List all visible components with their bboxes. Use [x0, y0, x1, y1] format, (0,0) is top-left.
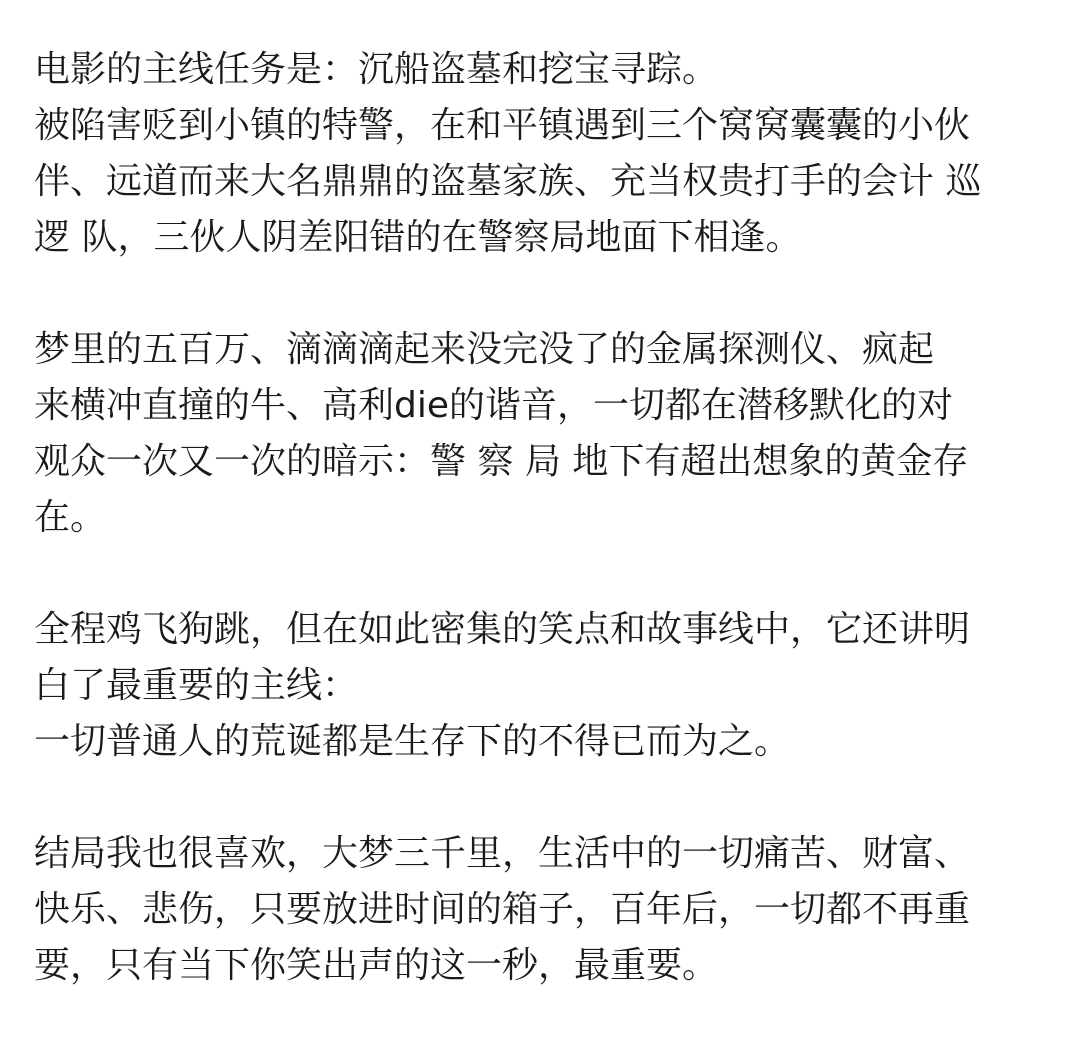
article-body — [34, 42, 1054, 994]
text-line: 快乐、悲伤，只要放进时间的箱子，百年后，一切都不再重 — [34, 889, 971, 930]
text-line: 全程鸡飞狗跳，但在如此密集的笑点和故事线中，它还讲明 — [34, 609, 971, 650]
text-line: 伴、远道而来大名鼎鼎的盗墓家族、充当权贵打手的会计 巡 — [34, 161, 982, 202]
text-line: 梦里的五百万、滴滴滴起来没完没了的金属探测仪、疯起 — [34, 329, 935, 370]
text-line: 一切普通人的荒诞都是生存下的不得已而为之。 — [34, 721, 791, 762]
text-line: 白了最重要的主线： — [34, 665, 359, 706]
text-line: 被陷害贬到小镇的特警，在和平镇遇到三个窝窝囊囊的小伙 — [34, 105, 971, 146]
paragraph-3 — [34, 602, 1054, 770]
text-line: 逻 队，三伙人阴差阳错的在警察局地面下相逢。 — [34, 217, 802, 258]
text-line: 电影的主线任务是：沉船盗墓和挖宝寻踪。 — [34, 49, 719, 90]
text-line: 观众一次又一次的暗示：警 察 局 地下有超出想象的黄金存 — [34, 441, 969, 482]
text-line: 在。 — [34, 497, 107, 538]
paragraph-1 — [34, 42, 1054, 266]
text-line: 结局我也很喜欢，大梦三千里，生活中的一切痛苦、财富、 — [34, 833, 971, 874]
paragraph-2 — [34, 322, 1054, 546]
text-line: 来横冲直撞的牛、高利die的谐音，一切都在潜移默化的对 — [34, 385, 954, 426]
paragraph-4 — [34, 826, 1054, 994]
text-line: 要，只有当下你笑出声的这一秒，最重要。 — [34, 945, 719, 986]
